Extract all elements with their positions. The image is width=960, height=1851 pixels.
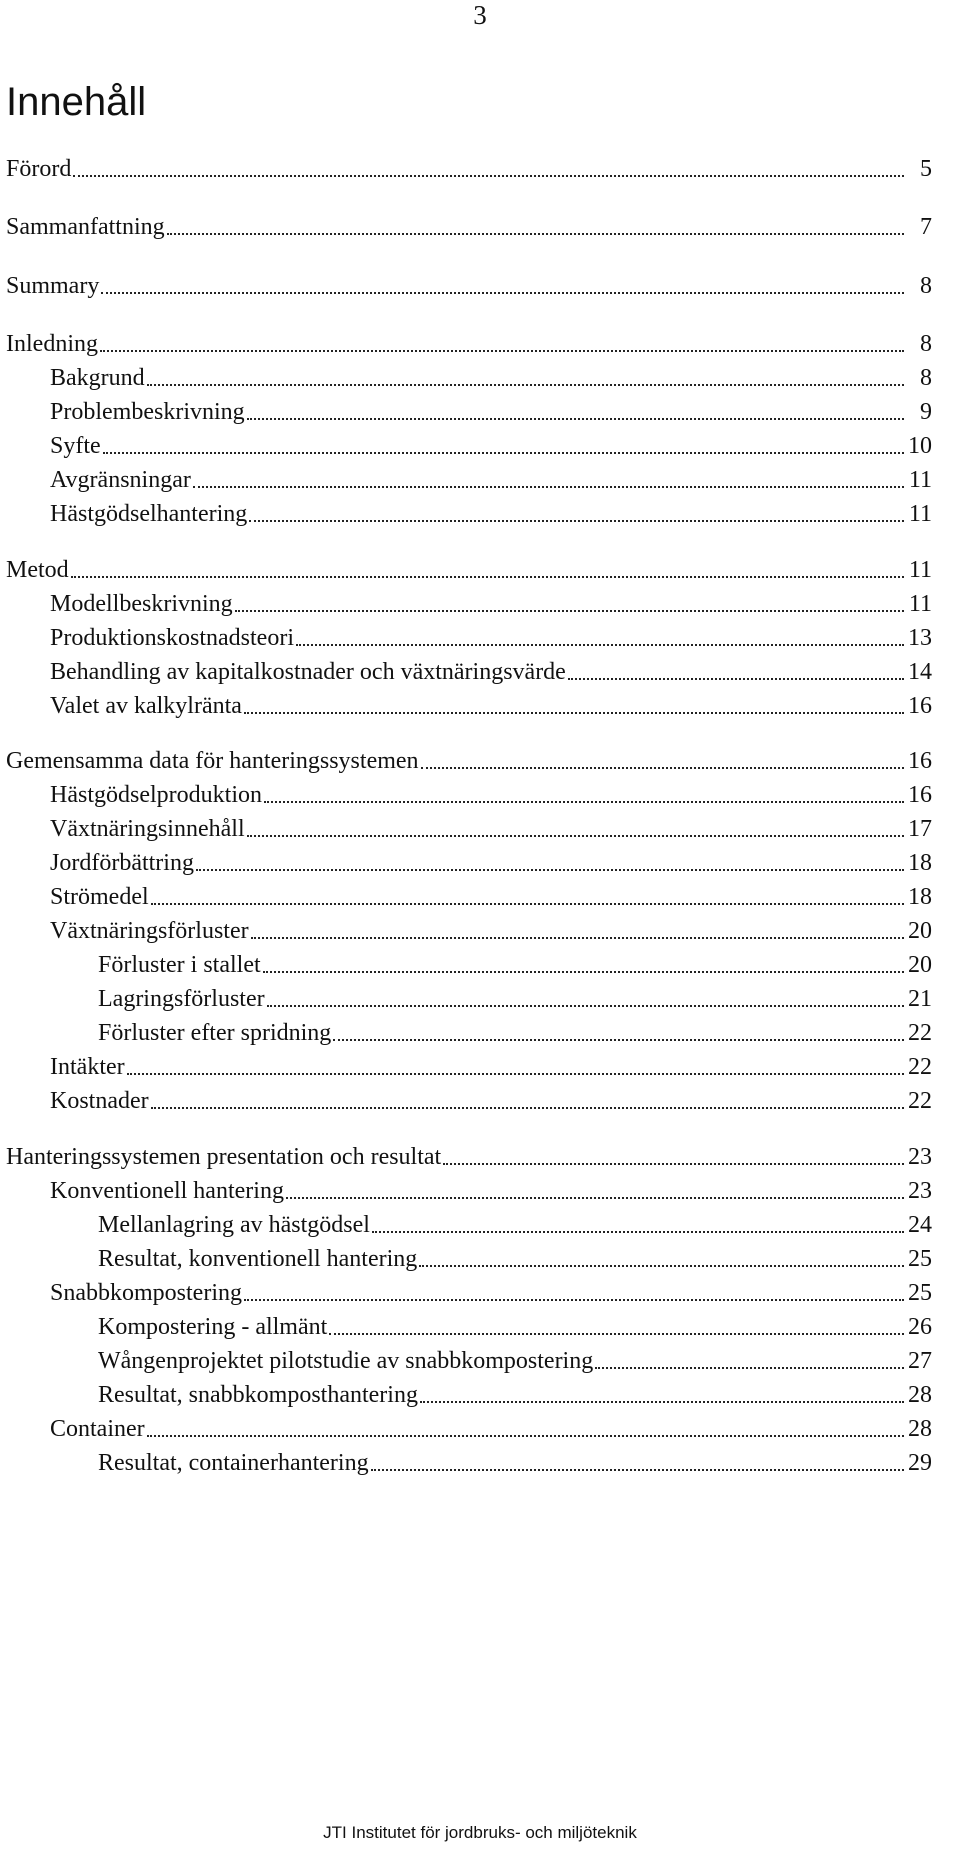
toc-dot-leader <box>151 903 904 905</box>
toc-dot-leader <box>147 1435 904 1437</box>
toc-entry-page: 7 <box>920 214 932 240</box>
toc-entry <box>6 150 932 184</box>
toc-entry-title: Växtnäringsinnehåll <box>50 816 245 842</box>
toc-entry-page: 21 <box>908 986 932 1012</box>
page-number: 3 <box>473 0 487 30</box>
toc-entry <box>98 1342 932 1376</box>
toc-dot-leader <box>196 869 904 871</box>
toc-entry <box>50 653 932 687</box>
toc-entry-page: 9 <box>920 399 932 425</box>
toc-entry <box>50 776 932 810</box>
toc-entry <box>50 878 932 912</box>
toc-dot-leader <box>100 350 904 352</box>
toc-entry-page: 8 <box>920 365 932 391</box>
toc-entry <box>50 1082 932 1116</box>
toc-entry-page: 14 <box>908 659 932 685</box>
toc-entry-title: Modellbeskrivning <box>50 591 233 617</box>
toc-dot-leader <box>286 1197 904 1199</box>
toc-entry <box>50 1410 932 1444</box>
toc-entry-title: Summary <box>6 273 100 299</box>
toc-entry <box>98 1376 932 1410</box>
toc-entry <box>6 551 932 585</box>
toc-dot-leader <box>421 767 904 769</box>
toc-entry-title: Förluster efter spridning <box>98 1020 332 1046</box>
toc-entry-page: 11 <box>908 501 932 527</box>
toc-dot-leader <box>263 971 904 973</box>
toc-dot-leader <box>73 175 904 177</box>
toc-entry-page: 18 <box>908 850 932 876</box>
toc-entry-title: Resultat, snabbkomposthantering <box>98 1382 418 1408</box>
toc-entry-title: Gemensamma data för hanteringssystemen <box>6 748 419 774</box>
toc-entry <box>50 495 932 529</box>
toc-dot-leader <box>329 1333 904 1335</box>
toc-dot-leader <box>244 1299 904 1301</box>
toc-entry-page: 20 <box>908 918 932 944</box>
toc-dot-leader <box>443 1163 904 1165</box>
toc-entry-title: Förord <box>6 156 72 182</box>
toc-entry-page: 8 <box>920 331 932 357</box>
toc-entry-page: 28 <box>908 1382 932 1408</box>
toc-entry-page: 23 <box>908 1144 932 1170</box>
toc-entry-title: Kompostering - allmänt <box>98 1314 328 1340</box>
toc-entry <box>98 1206 932 1240</box>
toc-dot-leader <box>251 937 904 939</box>
toc-dot-leader <box>249 520 904 522</box>
page-footer: JTI Institutet för jordbruks- och miljöteknik <box>323 1823 637 1842</box>
toc-dot-leader <box>267 1005 904 1007</box>
toc-entry-page: 8 <box>920 273 932 299</box>
toc-entry <box>6 208 932 242</box>
toc-dot-leader <box>372 1231 904 1233</box>
toc-entry-title: Förluster i stallet <box>98 952 261 978</box>
toc-entry <box>50 912 932 946</box>
toc-entry-title: Lagringsförluster <box>98 986 265 1012</box>
toc-entry-title: Syfte <box>50 433 101 459</box>
toc-dot-leader <box>595 1367 904 1369</box>
toc-dot-leader <box>568 678 904 680</box>
toc-entry <box>50 810 932 844</box>
toc-entry-title: Intäkter <box>50 1054 125 1080</box>
toc-entry <box>50 1274 932 1308</box>
toc-dot-leader <box>247 418 904 420</box>
toc-entry-page: 11 <box>908 591 932 617</box>
toc-dot-leader <box>151 1107 904 1109</box>
toc-entry-title: Bakgrund <box>50 365 145 391</box>
toc-entry-page: 16 <box>908 748 932 774</box>
toc-entry-title: Problembeskrivning <box>50 399 245 425</box>
toc-entry-page: 23 <box>908 1178 932 1204</box>
toc-entry-title: Valet av kalkylränta <box>50 693 242 719</box>
toc-dot-leader <box>101 292 904 294</box>
toc-entry-page: 25 <box>908 1246 932 1272</box>
toc-dot-leader <box>103 452 904 454</box>
toc-entry-page: 16 <box>908 693 932 719</box>
toc-entry <box>50 359 932 393</box>
toc-entry <box>6 325 932 359</box>
toc-entry-page: 27 <box>908 1348 932 1374</box>
toc-dot-leader <box>167 233 904 235</box>
toc-dot-leader <box>264 801 904 803</box>
toc-dot-leader <box>235 610 904 612</box>
toc-entry-title: Produktionskostnadsteori <box>50 625 294 651</box>
toc-dot-leader <box>127 1073 904 1075</box>
toc-entry-title: Metod <box>6 557 69 583</box>
toc-entry <box>98 1014 932 1048</box>
toc-entry <box>6 742 932 776</box>
toc-entry-page: 25 <box>908 1280 932 1306</box>
toc-entry-page: 22 <box>908 1020 932 1046</box>
toc-entry <box>50 393 932 427</box>
toc-entry-title: Växtnäringsförluster <box>50 918 249 944</box>
toc-entry <box>50 427 932 461</box>
toc-dot-leader <box>419 1265 904 1267</box>
toc-entry-title: Strömedel <box>50 884 149 910</box>
toc-entry-title: Mellanlagring av hästgödsel <box>98 1212 370 1238</box>
toc-entry <box>6 1138 932 1172</box>
toc-entry-title: Snabbkompostering <box>50 1280 242 1306</box>
toc-entry <box>98 1240 932 1274</box>
toc-entry-page: 28 <box>908 1416 932 1442</box>
toc-entry-title: Jordförbättring <box>50 850 194 876</box>
toc-entry-title: Hästgödselproduktion <box>50 782 262 808</box>
toc-entry <box>50 687 932 721</box>
toc-entry <box>50 1172 932 1206</box>
toc-entry-page: 13 <box>908 625 932 651</box>
toc-entry-title: Container <box>50 1416 145 1442</box>
toc-entry <box>6 267 932 301</box>
toc-entry-page: 5 <box>920 156 932 182</box>
toc-entry-title: Resultat, containerhantering <box>98 1450 369 1476</box>
toc-entry-title: Kostnader <box>50 1088 149 1114</box>
toc-dot-leader <box>193 486 904 488</box>
toc-dot-leader <box>147 384 904 386</box>
toc-dot-leader <box>333 1039 904 1041</box>
toc-entry-title: Hästgödselhantering <box>50 501 248 527</box>
toc-entry-page: 10 <box>908 433 932 459</box>
toc-dot-leader <box>247 835 904 837</box>
toc-entry-title: Inledning <box>6 331 98 357</box>
toc-entry-page: 24 <box>908 1212 932 1238</box>
toc-entry-page: 29 <box>908 1450 932 1476</box>
toc-entry <box>50 619 932 653</box>
toc-entry-title: Avgränsningar <box>50 467 191 493</box>
toc-entry-page: 20 <box>908 952 932 978</box>
toc-entry <box>50 585 932 619</box>
toc-entry-page: 11 <box>908 557 932 583</box>
toc-entry <box>50 1048 932 1082</box>
toc-entry <box>98 980 932 1014</box>
toc-entry-title: Wångenprojektet pilotstudie av snabbkompostering <box>98 1348 594 1374</box>
toc-entry-page: 16 <box>908 782 932 808</box>
toc-entry-title: Sammanfattning <box>6 214 165 240</box>
toc-entry-page: 22 <box>908 1054 932 1080</box>
toc-entry-title: Behandling av kapitalkostnader och växtnäringsvärde <box>50 659 566 685</box>
toc-dot-leader <box>244 712 904 714</box>
toc-entry-page: 22 <box>908 1088 932 1114</box>
toc-entry-page: 17 <box>908 816 932 842</box>
toc-entry-page: 11 <box>908 467 932 493</box>
toc-entry-title: Resultat, konventionell hantering <box>98 1246 418 1272</box>
toc-entry-page: 26 <box>908 1314 932 1340</box>
toc-entry-title: Konventionell hantering <box>50 1178 284 1204</box>
toc-entry <box>98 946 932 980</box>
toc-dot-leader <box>371 1469 904 1471</box>
page-title: Innehåll <box>6 80 147 124</box>
toc-entry <box>98 1308 932 1342</box>
toc-entry <box>50 844 932 878</box>
toc-entry <box>98 1444 932 1478</box>
toc-dot-leader <box>71 576 904 578</box>
toc-entry <box>50 461 932 495</box>
toc-dot-leader <box>296 644 904 646</box>
toc-entry-title: Hanteringssystemen presentation och resultat <box>6 1144 442 1170</box>
toc-entry-page: 18 <box>908 884 932 910</box>
toc-dot-leader <box>420 1401 904 1403</box>
